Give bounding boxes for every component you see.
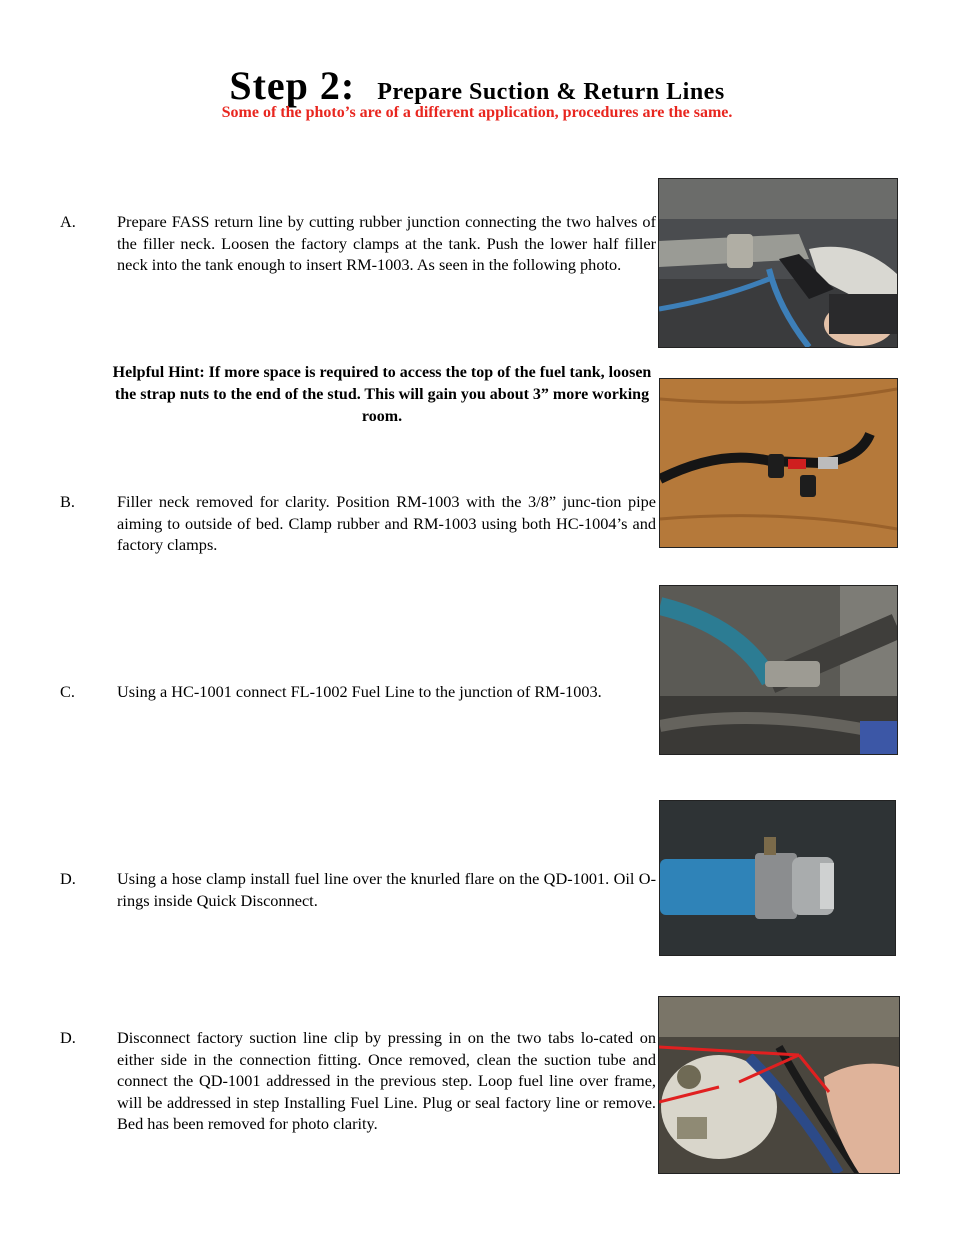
step-title: Prepare Suction & Return Lines [377, 79, 725, 105]
page-title [0, 62, 954, 109]
step-d-2 [60, 1027, 656, 1135]
step-label: Step 2: [229, 63, 356, 108]
step-b [60, 491, 656, 556]
step-text: Disconnect factory suction line clip by pressing in on the two tabs lo-cated on either side in the connection fitting. Once removed, clean the suction tube and connect the QD-1001 addressed in the previous step. Loop fuel line over frame, will be addressed in step Installing Fuel Line. Plug or seal factory line or remove. Bed has been removed for photo clarity. [117, 1028, 656, 1134]
step-text: Using a HC-1001 connect FL-1002 Fuel Line to the junction of RM-1003. [117, 682, 602, 701]
step-text: Prepare FASS return line by cutting rubber junction connecting the two halves of the filler neck. Loosen the factory clamps at the tank. Push the lower half filler neck into the tank enough to insert RM-1003. As seen in the following photo. [117, 212, 656, 275]
step-letter: D. [60, 869, 76, 888]
helpful-hint: Helpful Hint: If more space is required to access the top of the fuel tank, loosen the strap nuts to the end of the stud. This will gain you about 3” more working room. [112, 364, 652, 425]
step-letter: B. [60, 492, 75, 511]
photo-filler-neck-cut [658, 178, 898, 348]
step-c [60, 681, 656, 703]
step-letter: C. [60, 682, 75, 701]
step-text: Using a hose clamp install fuel line over the knurled flare on the QD-1001. Oil O-rings inside Quick Disconnect. [117, 869, 656, 910]
application-note: Some of the photo’s are of a different application, procedures are the same. [221, 104, 733, 121]
photo-hose-clamp-qd1001 [659, 800, 896, 956]
step-text: Filler neck removed for clarity. Position RM-1003 with the 3/8” junc-tion pipe aiming to outside of bed. Clamp rubber and RM-1003 using both HC-1004’s and factory clamps. [117, 492, 656, 555]
step-letter: A. [60, 212, 76, 231]
photo-rm1003-assembly [659, 378, 898, 548]
step-a [60, 211, 656, 276]
step-letter: D. [60, 1028, 76, 1047]
step-d [60, 868, 656, 911]
photo-fuel-line-junction [659, 585, 898, 755]
photo-suction-line-clip [658, 996, 900, 1174]
